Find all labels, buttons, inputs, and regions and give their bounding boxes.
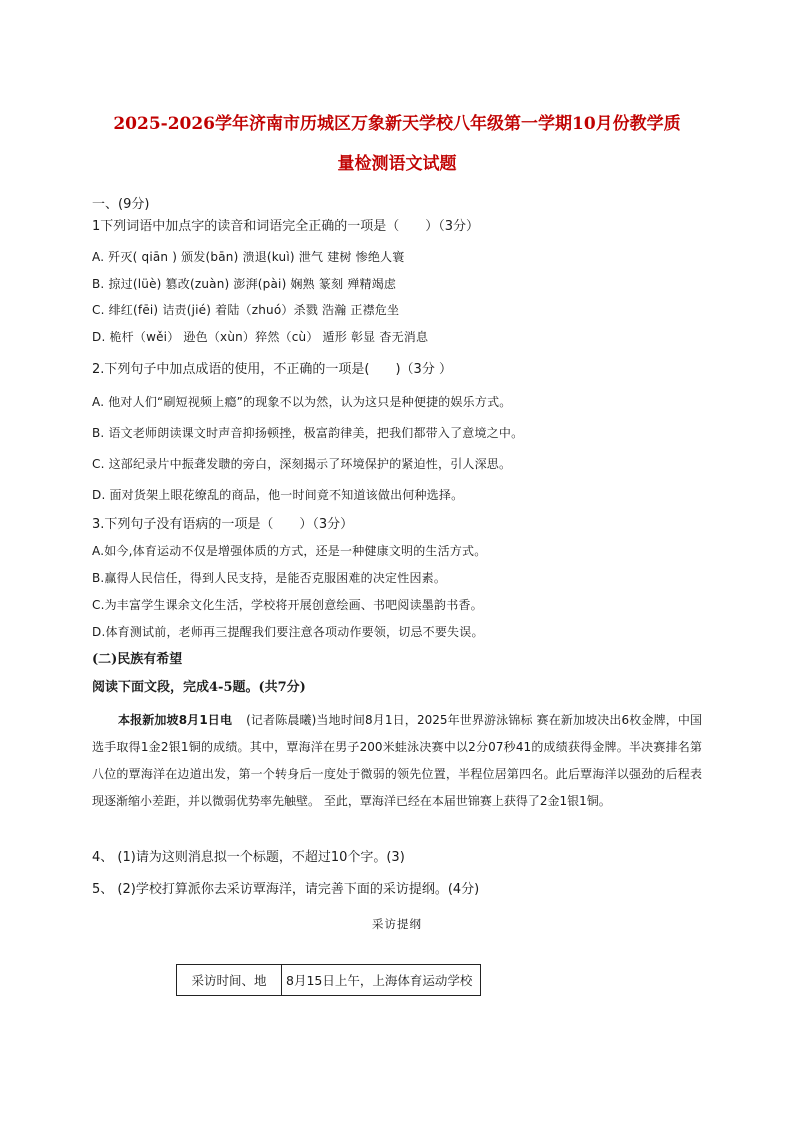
- news-passage-lead: 本报新加坡8月1日电: [118, 713, 233, 727]
- question-4: 4、 (1)请为这则消息拟一个标题，不超过10个字。(3): [92, 850, 405, 865]
- question-1-option-a: A. 歼灭( qiān ) 颁发(bān) 溃退(kuì) 泄气 建树 惨绝人寰: [92, 250, 405, 264]
- section-2-heading: (二)民族有希望: [92, 652, 183, 667]
- question-1-stem: 1下列词语中加点字的读音和词语完全正确的一项是（ ）（3分）: [92, 219, 480, 234]
- question-3-option-d: D.体育测试前，老师再三提醒我们要注意各项动作要领，切忌不要失误。: [92, 625, 484, 639]
- table-row: [177, 965, 481, 996]
- question-1-option-c: C. 绯红(fēi) 诘责(jié) 着陆（zhuó）杀戮 浩瀚 正襟危坐: [92, 303, 400, 317]
- table-cell-value: 8月15日上午，上海体育运动学校: [282, 965, 481, 996]
- question-3-option-a: A.如今,体育运动不仅是增强体质的方式，还是一种健康文明的生活方式。: [92, 544, 487, 558]
- interview-plan-title: 采访提纲: [372, 917, 422, 931]
- question-2-option-b: B. 语文老师朗读课文时声音抑扬顿挫，极富韵律美，把我们都带入了意境之中。: [92, 426, 524, 440]
- question-1-option-d: D. 桅杆（wěi） 逊色（xùn）猝然（cù） 遁形 彰显 杳无消息: [92, 330, 429, 344]
- question-2-option-c: C. 这部纪录片中振聋发聩的旁白，深刻揭示了环境保护的紧迫性，引人深思。: [92, 457, 512, 471]
- question-2-option-d: D. 面对货架上眼花缭乱的商品，他一时间竟不知道该做出何种选择。: [92, 488, 464, 502]
- question-3-option-b: B.赢得人民信任，得到人民支持，是能否克服困难的决定性因素。: [92, 571, 447, 585]
- question-1-option-b: B. 掠过(lüè) 篡改(zuàn) 澎湃(pài) 娴熟 篆刻 殚精竭虑: [92, 277, 397, 291]
- news-passage-body: (记者陈晨曦)当地时间8月1日，2025年世界游泳锦标 赛在新加坡决出6枚金牌，中国选手取得1金2银1铜的成绩。其中，覃海洋在男子200米蛙泳决赛中以2分07秒41的成绩获得金牌。半决赛排名第八位的覃海洋在边道出发，第一个转身后一度处于微弱的领先位置，半程位居第四名。此后覃海洋以强劲的后程表现逐渐缩小差距，并以微弱优势率先触壁。 至此，覃海洋已经在本届世锦赛上获得了2金1银1铜。: [92, 713, 702, 808]
- section-2-instruction: 阅读下面文段，完成4-5题。(共7分): [92, 680, 306, 695]
- exam-title-line-1: 2025-2026学年济南市历城区万象新天学校八年级第一学期10月份教学质: [113, 114, 681, 134]
- question-3-stem: 3.下列句子没有语病的一项是（ ）（3分）: [92, 517, 354, 532]
- question-3-option-c: C.为丰富学生课余文化生活，学校将开展创意绘画、书吧阅读墨韵书香。: [92, 598, 483, 612]
- news-passage: [92, 707, 702, 815]
- table-cell-label: 采访时间、地: [177, 965, 282, 996]
- question-2-stem: 2.下列句子中加点成语的使用，不正确的一项是( )（3分 ）: [92, 362, 452, 377]
- exam-title-line-2: 量检测语文试题: [337, 154, 457, 174]
- interview-plan-table: [176, 964, 481, 996]
- question-5: 5、 (2)学校打算派你去采访覃海洋，请完善下面的采访提纲。(4分): [92, 882, 480, 897]
- question-2-option-a: A. 他对人们“刷短视频上瘾”的现象不以为然，认为这只是种便捷的娱乐方式。: [92, 395, 512, 409]
- section-1-heading: 一、(9分): [92, 197, 150, 212]
